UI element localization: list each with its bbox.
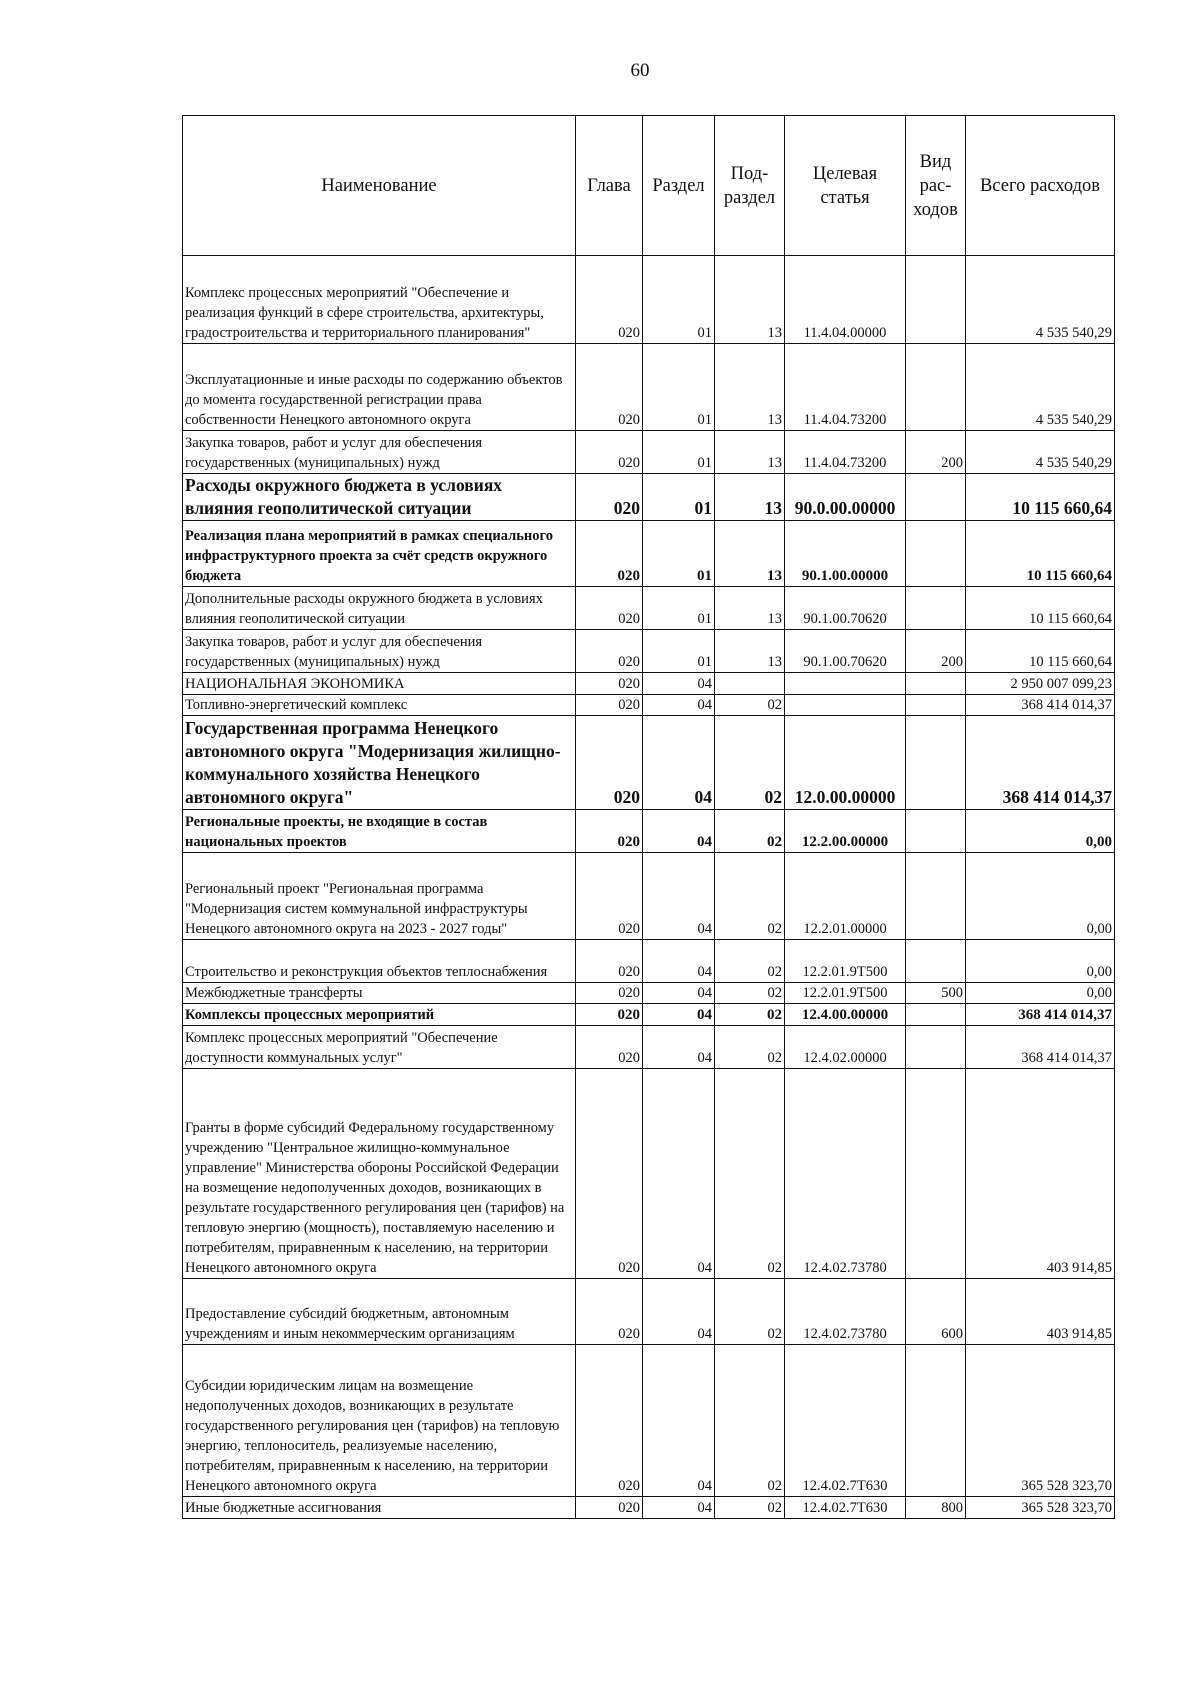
row-chapter-cell: 020: [576, 256, 643, 344]
row-chapter-cell: 020: [576, 1345, 643, 1497]
table-row: [183, 1026, 1115, 1069]
row-total-cell: 4 535 540,29: [966, 256, 1115, 344]
table-row: [183, 431, 1115, 474]
row-target-cell: [785, 673, 906, 695]
row-subsection-cell: 02: [715, 716, 785, 810]
table-row: [183, 1004, 1115, 1026]
header-total: Всего расходов: [966, 116, 1115, 256]
row-name-cell: Региональные проекты, не входящие в состав национальных проектов: [183, 810, 576, 853]
row-subsection-cell: 02: [715, 1069, 785, 1279]
row-section-cell: 04: [643, 716, 715, 810]
row-section-cell: 04: [643, 1026, 715, 1069]
header-subsection-line2: раздел: [723, 187, 776, 208]
row-chapter-cell: 020: [576, 1497, 643, 1519]
row-target-cell: 11.4.04.73200: [785, 344, 906, 431]
table-body: [183, 256, 1115, 1519]
row-name-cell: НАЦИОНАЛЬНАЯ ЭКОНОМИКА: [183, 673, 576, 695]
row-section-cell: 04: [643, 673, 715, 695]
row-type-cell: [906, 810, 966, 853]
row-type-cell: 600: [906, 1279, 966, 1345]
row-name-cell: Предоставление субсидий бюджетным, автономным учреждениям и иным некоммерческим организациям: [183, 1279, 576, 1345]
table-row: [183, 1279, 1115, 1345]
row-chapter-cell: 020: [576, 630, 643, 673]
row-subsection-cell: 13: [715, 344, 785, 431]
row-chapter-cell: 020: [576, 853, 643, 940]
row-target-cell: [785, 695, 906, 716]
row-target-cell: 90.1.00.70620: [785, 587, 906, 630]
row-type-cell: [906, 695, 966, 716]
header-subsection-line1: Под-: [730, 163, 769, 184]
row-chapter-cell: 020: [576, 940, 643, 983]
row-name-cell: Комплекс процессных мероприятий "Обеспечение и реализация функций в сфере строительства, архитектуры, градостроительства и территориального планирования": [183, 256, 576, 344]
row-name-cell: Комплексы процессных мероприятий: [183, 1004, 576, 1026]
header-subsection: [715, 116, 785, 256]
row-target-cell: 12.4.02.7Т630: [785, 1497, 906, 1519]
row-chapter-cell: 020: [576, 983, 643, 1004]
row-chapter-cell: 020: [576, 1279, 643, 1345]
row-subsection-cell: 02: [715, 853, 785, 940]
row-section-cell: 04: [643, 853, 715, 940]
row-total-cell: 368 414 014,37: [966, 1026, 1115, 1069]
row-subsection-cell: 02: [715, 695, 785, 716]
row-type-cell: [906, 1069, 966, 1279]
row-type-cell: [906, 587, 966, 630]
row-name-cell: Расходы окружного бюджета в условиях влияния геополитической ситуации: [183, 474, 576, 521]
table-row: [183, 940, 1115, 983]
header-section: Раздел: [643, 116, 715, 256]
table-row: [183, 1069, 1115, 1279]
row-type-cell: [906, 256, 966, 344]
row-subsection-cell: 02: [715, 1497, 785, 1519]
row-type-cell: [906, 673, 966, 695]
row-name-cell: Дополнительные расходы окружного бюджета в условиях влияния геополитической ситуации: [183, 587, 576, 630]
row-name-cell: Иные бюджетные ассигнования: [183, 1497, 576, 1519]
row-type-cell: [906, 853, 966, 940]
table-row: [183, 810, 1115, 853]
row-section-cell: 01: [643, 256, 715, 344]
row-subsection-cell: 02: [715, 810, 785, 853]
row-type-cell: [906, 940, 966, 983]
row-subsection-cell: 02: [715, 1004, 785, 1026]
row-name-cell: Реализация плана мероприятий в рамках специального инфраструктурного проекта за счёт средств окружного бюджета: [183, 521, 576, 587]
row-target-cell: 12.4.02.73780: [785, 1279, 906, 1345]
row-type-cell: [906, 1345, 966, 1497]
row-target-cell: 90.1.00.70620: [785, 630, 906, 673]
row-chapter-cell: 020: [576, 716, 643, 810]
table-header-row: [183, 116, 1115, 256]
row-target-cell: 12.2.01.9Т500: [785, 940, 906, 983]
row-total-cell: 0,00: [966, 853, 1115, 940]
table-row: [183, 630, 1115, 673]
row-total-cell: 10 115 660,64: [966, 474, 1115, 521]
row-chapter-cell: 020: [576, 474, 643, 521]
row-subsection-cell: 13: [715, 474, 785, 521]
row-target-cell: 12.0.00.00000: [785, 716, 906, 810]
row-chapter-cell: 020: [576, 1069, 643, 1279]
row-total-cell: 368 414 014,37: [966, 1004, 1115, 1026]
row-name-cell: Комплекс процессных мероприятий "Обеспечение доступности коммунальных услуг": [183, 1026, 576, 1069]
table-row: [183, 521, 1115, 587]
row-section-cell: 01: [643, 630, 715, 673]
row-total-cell: 368 414 014,37: [966, 695, 1115, 716]
row-section-cell: 04: [643, 695, 715, 716]
row-name-cell: Закупка товаров, работ и услуг для обеспечения государственных (муниципальных) нужд: [183, 630, 576, 673]
header-type-line2: рас-: [919, 175, 952, 196]
row-chapter-cell: 020: [576, 344, 643, 431]
row-total-cell: 0,00: [966, 940, 1115, 983]
row-chapter-cell: 020: [576, 521, 643, 587]
row-name-cell: Гранты в форме субсидий Федеральному государственному учреждению "Центральное жилищно-коммунальное управление" Министерства обороны Российской Федерации на возмещение недополученных доходов, возникающих в результате государственного регулирования цен (тарифов) на тепловую энергию (мощность), поставляемую населению и потребителям, приравненным к населению, на территории Ненецкого автономного округа: [183, 1069, 576, 1279]
row-target-cell: 12.2.01.9Т500: [785, 983, 906, 1004]
row-section-cell: 04: [643, 983, 715, 1004]
row-subsection-cell: 02: [715, 983, 785, 1004]
header-type-line3: ходов: [913, 199, 958, 220]
row-name-cell: Эксплуатационные и иные расходы по содержанию объектов до момента государственной регистрации права собственности Ненецкого автономного округа: [183, 344, 576, 431]
row-total-cell: 4 535 540,29: [966, 431, 1115, 474]
row-name-cell: Региональный проект "Региональная программа "Модернизация систем коммунальной инфраструктуры Ненецкого автономного округа на 2023 - 2027 годы": [183, 853, 576, 940]
row-total-cell: 2 950 007 099,23: [966, 673, 1115, 695]
row-section-cell: 01: [643, 587, 715, 630]
table-row: [183, 587, 1115, 630]
table-row: [183, 695, 1115, 716]
row-chapter-cell: 020: [576, 587, 643, 630]
row-section-cell: 04: [643, 810, 715, 853]
header-type-line1: Вид: [919, 151, 952, 172]
table-row: [183, 673, 1115, 695]
row-target-cell: 12.4.02.00000: [785, 1026, 906, 1069]
row-subsection-cell: 02: [715, 1026, 785, 1069]
row-subsection-cell: 13: [715, 630, 785, 673]
header-target-line2: статья: [820, 187, 870, 208]
row-total-cell: 4 535 540,29: [966, 344, 1115, 431]
row-type-cell: [906, 1026, 966, 1069]
row-section-cell: 01: [643, 474, 715, 521]
row-total-cell: 403 914,85: [966, 1069, 1115, 1279]
row-chapter-cell: 020: [576, 673, 643, 695]
row-subsection-cell: 13: [715, 431, 785, 474]
table-row: [183, 256, 1115, 344]
row-type-cell: [906, 344, 966, 431]
header-name: Наименование: [183, 116, 576, 256]
row-target-cell: 90.0.00.00000: [785, 474, 906, 521]
page-number: 60: [630, 60, 650, 81]
row-subsection-cell: [715, 673, 785, 695]
row-type-cell: [906, 521, 966, 587]
row-section-cell: 01: [643, 344, 715, 431]
row-type-cell: 500: [906, 983, 966, 1004]
row-total-cell: 10 115 660,64: [966, 630, 1115, 673]
row-section-cell: 04: [643, 1345, 715, 1497]
row-type-cell: [906, 474, 966, 521]
row-name-cell: Государственная программа Ненецкого автономного округа "Модернизация жилищно-коммунального хозяйства Ненецкого автономного округа": [183, 716, 576, 810]
row-section-cell: 04: [643, 1069, 715, 1279]
row-type-cell: [906, 716, 966, 810]
table-row: [183, 983, 1115, 1004]
row-subsection-cell: 02: [715, 1279, 785, 1345]
header-target: [785, 116, 906, 256]
table-row: [183, 1345, 1115, 1497]
row-target-cell: 12.4.02.7Т630: [785, 1345, 906, 1497]
header-chapter: Глава: [576, 116, 643, 256]
row-name-cell: Субсидии юридическим лицам на возмещение недополученных доходов, возникающих в результате государственного регулирования цен (тарифов) на тепловую энергию, теплоноситель, реализуемые населению, потребителям, приравненным к населению, на территории Ненецкого автономного округа: [183, 1345, 576, 1497]
row-subsection-cell: 02: [715, 940, 785, 983]
row-total-cell: 10 115 660,64: [966, 587, 1115, 630]
row-section-cell: 04: [643, 1497, 715, 1519]
row-type-cell: 200: [906, 630, 966, 673]
row-total-cell: 0,00: [966, 983, 1115, 1004]
row-type-cell: 800: [906, 1497, 966, 1519]
row-target-cell: 11.4.04.73200: [785, 431, 906, 474]
row-total-cell: 365 528 323,70: [966, 1497, 1115, 1519]
row-section-cell: 04: [643, 940, 715, 983]
row-target-cell: 90.1.00.00000: [785, 521, 906, 587]
header-type: [906, 116, 966, 256]
row-target-cell: 12.4.02.73780: [785, 1069, 906, 1279]
table-row: [183, 1497, 1115, 1519]
row-section-cell: 01: [643, 521, 715, 587]
row-section-cell: 01: [643, 431, 715, 474]
row-type-cell: 200: [906, 431, 966, 474]
row-chapter-cell: 020: [576, 695, 643, 716]
row-total-cell: 365 528 323,70: [966, 1345, 1115, 1497]
row-total-cell: 403 914,85: [966, 1279, 1115, 1345]
row-type-cell: [906, 1004, 966, 1026]
row-subsection-cell: 02: [715, 1345, 785, 1497]
row-section-cell: 04: [643, 1279, 715, 1345]
row-subsection-cell: 13: [715, 256, 785, 344]
row-chapter-cell: 020: [576, 1004, 643, 1026]
row-chapter-cell: 020: [576, 1026, 643, 1069]
table-row: [183, 853, 1115, 940]
header-target-line1: Целевая: [812, 163, 878, 184]
row-target-cell: 11.4.04.00000: [785, 256, 906, 344]
row-name-cell: Строительство и реконструкция объектов теплоснабжения: [183, 940, 576, 983]
row-subsection-cell: 13: [715, 521, 785, 587]
row-target-cell: 12.2.00.00000: [785, 810, 906, 853]
row-name-cell: Межбюджетные трансферты: [183, 983, 576, 1004]
row-target-cell: 12.2.01.00000: [785, 853, 906, 940]
row-total-cell: 368 414 014,37: [966, 716, 1115, 810]
row-name-cell: Закупка товаров, работ и услуг для обеспечения государственных (муниципальных) нужд: [183, 431, 576, 474]
budget-table: [182, 115, 1115, 1519]
row-target-cell: 12.4.00.00000: [785, 1004, 906, 1026]
table-row: [183, 716, 1115, 810]
row-total-cell: 10 115 660,64: [966, 521, 1115, 587]
row-total-cell: 0,00: [966, 810, 1115, 853]
row-subsection-cell: 13: [715, 587, 785, 630]
table-row: [183, 474, 1115, 521]
table-row: [183, 344, 1115, 431]
row-chapter-cell: 020: [576, 431, 643, 474]
row-chapter-cell: 020: [576, 810, 643, 853]
row-name-cell: Топливно-энергетический комплекс: [183, 695, 576, 716]
row-section-cell: 04: [643, 1004, 715, 1026]
